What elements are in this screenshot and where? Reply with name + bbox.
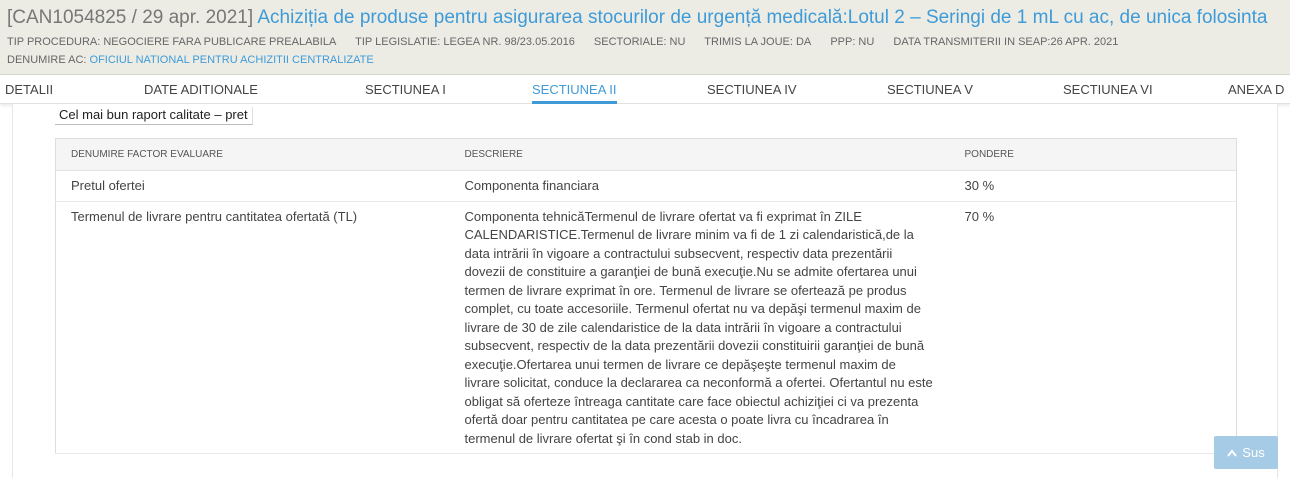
back-to-top-button[interactable]: [1214, 436, 1278, 469]
column-header-weight: PONDERE: [950, 139, 1237, 171]
column-header-description: DESCRIERE: [450, 139, 950, 171]
tab-sectiunea-ii[interactable]: SECTIUNEA II: [532, 82, 617, 97]
contracting-authority: [7, 54, 374, 66]
factor-name-cell: Termenul de livrare pentru cantitatea ofertată (TL): [56, 201, 450, 454]
tab-anexa-d[interactable]: ANEXA D: [1228, 82, 1285, 97]
factor-name-cell: Pretul ofertei: [56, 171, 450, 202]
tab-sectiunea-iv[interactable]: SECTIUNEA IV: [707, 82, 797, 97]
weight-cell: 70 %: [950, 201, 1237, 454]
description-text: Componenta tehnicăTermenul de livrare ofertat va fi exprimat în ZILE CALENDARISTICE.Termenul de livrare minim va fi de 1 zi calendaristică,de la data intrării în vigoare a contractului subsecvent, respectiv data prezentării dovezii de constituire a garanţiei de bună execuţie.Nu se admite ofertarea unui termen de livrare exprimat în ore. Termenul de livrare se ofertează pe produs complet, cu toate accesoriile. Termenul ofertat nu va depăşi termenul maxim de livrare de 30 de zile calendaristice de la data intrării în vigoare a contractului subsecvent, respectiv de la data prezentării dovezii constituirii garanţiei de bună execuţie.Ofertarea unui termen de livrare ce depăşeşte termenul maxim de livrare solicitat, conduce la declararea ca neconformă a ofertei. Ofertantul nu este obligat să oferteze întreaga cantitate care face obiectul achiziţiei ci va prezenta ofertă doar pentru cantitatea pe care acesta o poate livra cu încadrarea în termenul de livrare ofertat şi în cond stab in doc.: [464, 208, 933, 446]
tab-detalii[interactable]: DETALII: [5, 82, 54, 97]
notice-id: [CAN1054825 / 29 apr. 2021]: [7, 7, 254, 28]
meta-transmission-date: DATA TRANSMITERII IN SEAP:26 APR. 2021: [893, 36, 1119, 48]
tab-date-aditionale[interactable]: DATE ADITIONALE: [144, 82, 258, 97]
description-text: Componenta financiara: [464, 178, 599, 193]
table-header-row: [56, 139, 1237, 171]
contracting-authority-link[interactable]: OFICIUL NATIONAL PENTRU ACHIZITII CENTRALIZATE: [89, 54, 374, 66]
back-to-top-label: Sus: [1242, 445, 1265, 460]
meta-procedure-type: TIP PROCEDURA: NEGOCIERE FARA PUBLICARE PREALABILA: [7, 36, 337, 48]
tab-sectiunea-vi[interactable]: SECTIUNEA VI: [1063, 82, 1153, 97]
meta-legislation-type: TIP LEGISLATIE: LEGEA NR. 98/23.05.2016: [355, 36, 575, 48]
chevron-up-icon: [1227, 449, 1237, 457]
section-tabs: [0, 76, 1290, 104]
meta-sent-to-joue: TRIMIS LA JOUE: DA: [704, 36, 812, 48]
meta-ppp: PPP: NU: [830, 36, 875, 48]
notice-header: [0, 0, 1290, 75]
table-row: [56, 171, 1237, 202]
page-title: [7, 6, 1287, 30]
column-header-factor: DENUMIRE FACTOR EVALUARE: [56, 139, 450, 171]
tab-sectiunea-v[interactable]: SECTIUNEA V: [887, 82, 973, 97]
section-content: [12, 104, 1278, 478]
award-criterion-value: Cel mai bun raport calitate – pret: [55, 107, 253, 125]
contracting-authority-label: DENUMIRE AC:: [7, 54, 87, 66]
weight-cell: 30 %: [950, 171, 1237, 202]
notice-meta: [7, 36, 1134, 48]
description-cell: [450, 201, 950, 454]
notice-title-link[interactable]: Achiziția de produse pentru asigurarea stocurilor de urgență medicală:Lotul 2 – Seringi de 1 mL cu ac, de unica folosinta: [257, 7, 1268, 28]
table-row: [56, 201, 1237, 454]
meta-sectorial: SECTORIALE: NU: [593, 36, 686, 48]
evaluation-factors-table: [55, 138, 1237, 454]
tab-sectiunea-i[interactable]: SECTIUNEA I: [365, 82, 446, 97]
description-cell: [450, 171, 950, 202]
